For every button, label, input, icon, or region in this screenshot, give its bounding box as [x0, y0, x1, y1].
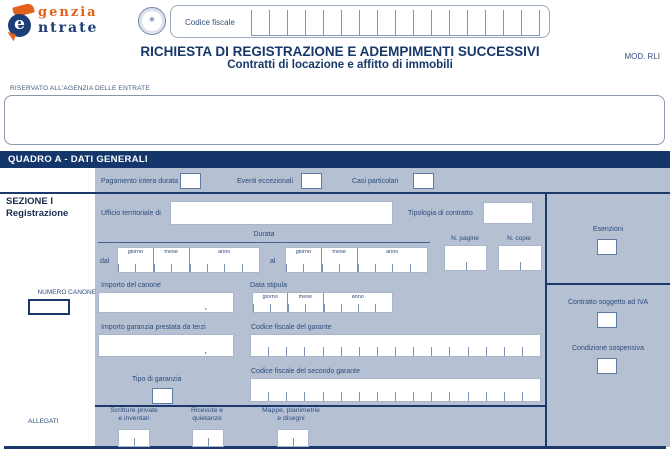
cf-secondo-garante-input[interactable]	[250, 378, 541, 402]
bottom-bar	[4, 446, 666, 449]
durata-dal-date-input[interactable]	[117, 247, 260, 273]
casi-particolari-label: Casi particolari	[352, 178, 399, 185]
anno-unit-label: anno	[351, 294, 364, 300]
condizione-sospensiva-label: Condizione sospensiva	[572, 345, 644, 352]
giorno-unit-label: giorno	[127, 249, 144, 255]
durata-label: Durata	[253, 231, 275, 238]
importo-garanzia-input[interactable]	[98, 334, 234, 357]
section-divider	[0, 192, 670, 194]
contratto-iva-checkbox[interactable]	[597, 312, 617, 328]
importo-canone-label: Importo del canone	[101, 282, 161, 289]
decimal-separator: ,	[204, 301, 207, 311]
esenzioni-label: Esenzioni	[592, 226, 624, 233]
allegato-mappe-input[interactable]	[277, 429, 309, 447]
form-subtitle: Contratti di locazione e affitto di immobili	[227, 59, 453, 71]
tipo-garanzia-label: Tipo di garanzia	[132, 376, 182, 383]
repubblica-italiana-emblem-icon: ✶	[138, 7, 166, 35]
riservato-label: RISERVATO ALL'AGENZIA DELLE ENTRATE	[10, 85, 150, 92]
eventi-eccezionali-checkbox[interactable]	[301, 173, 322, 189]
codice-fiscale-label: Codice fiscale	[185, 18, 235, 27]
anno-unit-label: anno	[218, 249, 231, 255]
data-stipula-label: Data stipula	[250, 282, 287, 289]
allegato-ricevute-input[interactable]	[192, 429, 224, 447]
data-stipula-input[interactable]	[252, 292, 393, 313]
logo-text-agenzia: genzia	[38, 5, 98, 20]
cf-garante-input[interactable]	[250, 334, 541, 357]
esenzioni-checkbox[interactable]	[597, 239, 617, 255]
codice-fiscale-header-box	[170, 5, 550, 38]
mod-rli-label: MOD. RLI	[624, 52, 660, 61]
numero-canone-input[interactable]	[28, 299, 70, 315]
logo-text-entrate: ntrate	[38, 20, 99, 36]
allegati-label: ALLEGATI	[28, 418, 59, 425]
importo-garanzia-label: Importo garanzia prestata da terzi	[101, 324, 206, 331]
logo-e-icon: e	[8, 14, 31, 37]
tipologia-contratto-label: Tipologia di contratto	[408, 210, 473, 217]
numero-canone-label: NUMERO CANONE	[37, 289, 96, 296]
n-pagine-label: N. pagine	[451, 235, 479, 242]
right-panel-rule	[547, 283, 670, 285]
sezione-i-subtitle: Registrazione	[6, 208, 69, 219]
dal-label: dal	[100, 258, 110, 265]
riservato-agenzia-box	[4, 95, 665, 145]
allegato-ricevute-label: Ricevute e quietanze	[190, 407, 224, 422]
cf-garante-label: Codice fiscale del garante	[251, 324, 332, 331]
durata-rule	[98, 242, 430, 243]
mese-unit-label: mese	[332, 249, 346, 255]
eventi-eccezionali-label: Eventi eccezionali	[237, 178, 294, 185]
n-pagine-input[interactable]	[444, 245, 487, 271]
mese-unit-label: mese	[298, 294, 313, 300]
form-title: RICHIESTA DI REGISTRAZIONE E ADEMPIMENTI SUCCESSIVI	[140, 44, 540, 59]
codice-fiscale-input[interactable]	[251, 10, 540, 36]
tipologia-contratto-input[interactable]	[483, 202, 533, 224]
allegato-scritture-label: Scritture private e inventari	[110, 407, 158, 422]
condizione-sospensiva-checkbox[interactable]	[597, 358, 617, 374]
al-label: al	[270, 258, 276, 265]
logo-tail-icon	[5, 32, 16, 41]
pagamento-intera-durata-checkbox[interactable]	[180, 173, 201, 189]
contratto-iva-label: Contratto soggetto ad IVA	[567, 299, 649, 306]
n-copie-label: N. copie	[507, 235, 531, 242]
tipo-garanzia-checkbox[interactable]	[152, 388, 173, 404]
pagamento-intera-durata-label: Pagamento intera durata	[101, 178, 179, 185]
cf-secondo-garante-label: Codice fiscale del secondo garante	[251, 368, 360, 375]
giorno-unit-label: giorno	[262, 294, 278, 300]
giorno-unit-label: giorno	[295, 249, 312, 255]
decimal-separator: ,	[204, 345, 207, 355]
anno-unit-label: anno	[386, 249, 399, 255]
ufficio-territoriale-input[interactable]	[170, 201, 393, 225]
quadro-a-header-bar: QUADRO A - DATI GENERALI	[0, 151, 670, 168]
casi-particolari-checkbox[interactable]	[413, 173, 434, 189]
ufficio-territoriale-label: Ufficio territoriale di	[101, 210, 161, 217]
allegato-scritture-input[interactable]	[118, 429, 150, 447]
mese-unit-label: mese	[164, 249, 178, 255]
importo-canone-input[interactable]	[98, 292, 234, 313]
sezione-i-title: SEZIONE I	[6, 196, 53, 207]
durata-al-date-input[interactable]	[285, 247, 428, 273]
n-copie-input[interactable]	[498, 245, 542, 271]
allegato-mappe-label: Mappe, planimetrie e disegni	[262, 407, 320, 422]
